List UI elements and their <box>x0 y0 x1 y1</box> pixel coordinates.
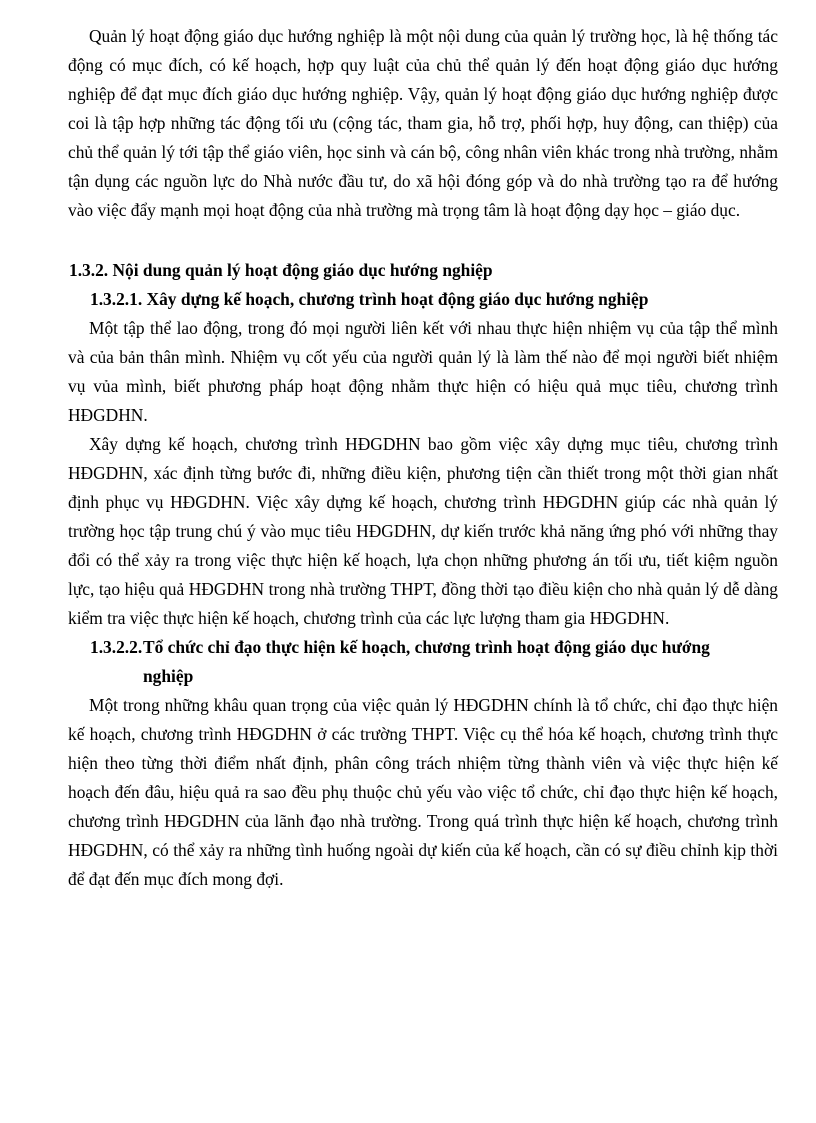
subsection-number: 1.3.2.2. <box>90 637 143 657</box>
subsection-heading-1-3-2-1: 1.3.2.1. Xây dựng kế hoạch, chương trình hoạt động giáo dục hướng nghiệp <box>90 289 649 309</box>
paragraph-1-3-2-2-a: Một trong những khâu quan trọng của việc quản lý HĐGDHN chính là tổ chức, chỉ đạo thực hiện kế hoạch, chương trình HĐGDHN ở các trường THPT. Việc cụ thể hóa kế hoạch, chương trình thực hiện theo từng thời điểm nhất định, phân công trách nhiệm từng thành viên và việc thực hiện kế hoạch đến đâu, hiệu quả ra sao đều phụ thuộc chủ yếu vào việc tổ chức, chỉ đạo thực hiện kế hoạch, chương trình HĐGDHN của lãnh đạo nhà trường. Trong quá trình thực hiện kế hoạch, chương trình HĐGDHN, có thể xảy ra những tình huống ngoài dự kiến của kế hoạch, cần có sự điều chỉnh kịp thời để đạt đến mục đích mong đợi. <box>68 695 778 889</box>
paragraph-1-3-2-1-b: Xây dựng kế hoạch, chương trình HĐGDHN bao gồm việc xây dựng mục tiêu, chương trình HĐGDHN, xác định từng bước đi, những điều kiện, phương tiện cần thiết trong một thời gian nhất định phục vụ HĐGDHN. Việc xây dựng kế hoạch, chương trình HĐGDHN giúp các nhà quản lý trường học tập trung chú ý vào mục tiêu HĐGDHN, dự kiến trước khả năng ứng phó với những thay đổi có thể xảy ra trong việc thực hiện kế hoạch, lựa chọn những phương án tối ưu, tiết kiệm nguồn lực, tạo hiệu quả HĐGDHN trong nhà trường THPT, đồng thời tạo điều kiện cho nhà quản lý dễ dàng kiểm tra việc thực hiện kế hoạch, chương trình của các lực lượng tham gia HĐGDHN. <box>68 434 778 628</box>
section-heading-1-3-2: 1.3.2. Nội dung quản lý hoạt động giáo dục hướng nghiệp <box>69 260 493 280</box>
intro-paragraph: Quản lý hoạt động giáo dục hướng nghiệp là một nội dung của quản lý trường học, là hệ thống tác động có mục đích, có kế hoạch, hợp quy luật của chủ thể quản lý đến hoạt động giáo dục hướng nghiệp để đạt mục đích giáo dục hướng nghiệp. Vậy, quản lý hoạt động giáo dục hướng nghiệp được coi là tập hợp những tác động tối ưu (cộng tác, tham gia, hỗ trợ, phối hợp, huy động, can thiệp) của chủ thể quản lý tới tập thể giáo viên, học sinh và cán bộ, công nhân viên khác trong nhà trường, nhằm tận dụng các nguồn lực do Nhà nước đầu tư, do xã hội đóng góp và do nhà trường tạo ra để hướng vào việc đẩy mạnh mọi hoạt động của nhà trường mà trọng tâm là hoạt động dạy học – giáo dục. <box>68 26 778 220</box>
subsection-title-line1: Tổ chức chỉ đạo thực hiện kế hoạch, chương trình hoạt động giáo dục hướng <box>143 637 710 657</box>
subsection-title-line2: nghiệp <box>143 666 194 686</box>
subsection-heading-1-3-2-2 <box>68 633 778 691</box>
document-page <box>68 22 778 894</box>
section-spacer <box>68 225 778 256</box>
paragraph-1-3-2-1-a: Một tập thể lao động, trong đó mọi người liên kết với nhau thực hiện nhiệm vụ của tập thể mình và của bản thân mình. Nhiệm vụ cốt yếu của người quản lý là làm thế nào để mọi người biết nhiệm vụ vủa mình, biết phương pháp hoạt động nhằm thực hiện có hiệu quả mục tiêu, chương trình HĐGDHN. <box>68 318 778 425</box>
